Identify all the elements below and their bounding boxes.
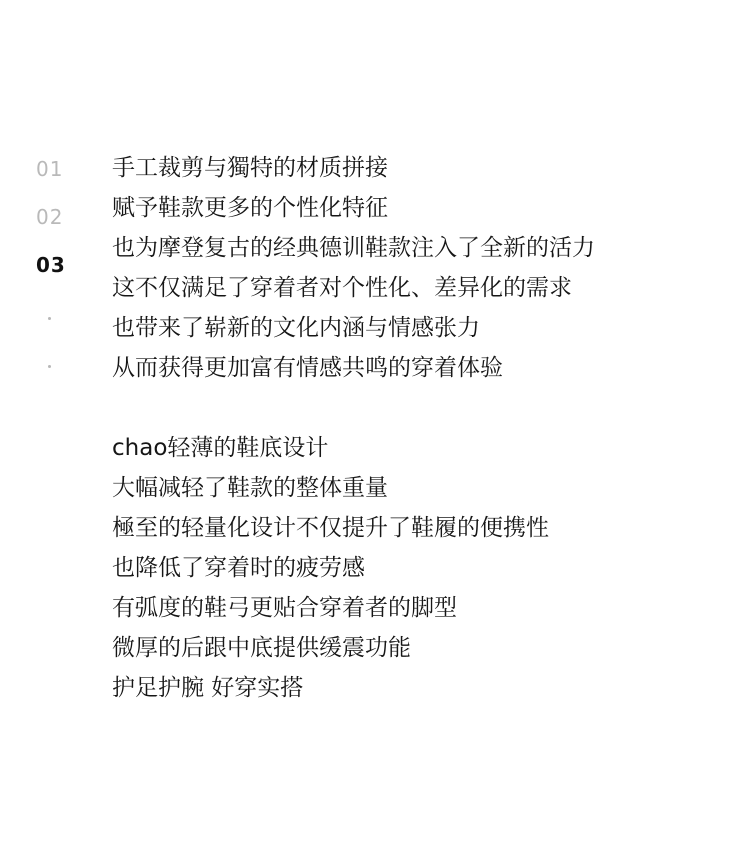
paragraph-2-line-5: 有弧度的鞋弓更贴合穿着者的脚型 [112,595,457,621]
index-item-02: 02 [36,205,64,229]
paragraph-1-line-1: 手工裁剪与獨特的材质拼接 [112,155,388,181]
index-item-03-active: 03 [36,253,66,277]
paragraph-2-line-4: 也降低了穿着时的疲劳感 [112,555,365,581]
paragraph-1-line-5: 也带来了崭新的文化内涵与情感张力 [112,315,480,341]
paragraph-2-line-3: 極至的轻量化设计不仅提升了鞋履的便携性 [112,515,549,541]
dot-icon [48,317,51,320]
paragraph-2-line-7: 护足护腕 好穿实搭 [112,675,304,701]
paragraph-2-line-6: 微厚的后跟中底提供缓震功能 [112,635,411,661]
paragraph-1-line-4: 这不仅满足了穿着者对个性化、差异化的需求 [112,275,572,301]
paragraph-1-line-3: 也为摩登复古的经典德训鞋款注入了全新的活力 [112,235,595,261]
dot-icon [48,365,51,368]
paragraph-2-line-1: chao轻薄的鞋底设计 [112,435,329,461]
paragraph-2-line-2: 大幅减轻了鞋款的整体重量 [112,475,388,501]
index-item-01: 01 [36,157,64,181]
index-dot-1 [36,292,96,340]
index-dot-2 [36,340,96,388]
paragraph-1-line-6: 从而获得更加富有情感共鸣的穿着体验 [112,355,503,381]
section-index [36,148,96,388]
paragraph-gap [112,388,712,428]
description-text [112,148,712,708]
paragraph-1-line-2: 赋予鞋款更多的个性化特征 [112,195,388,221]
